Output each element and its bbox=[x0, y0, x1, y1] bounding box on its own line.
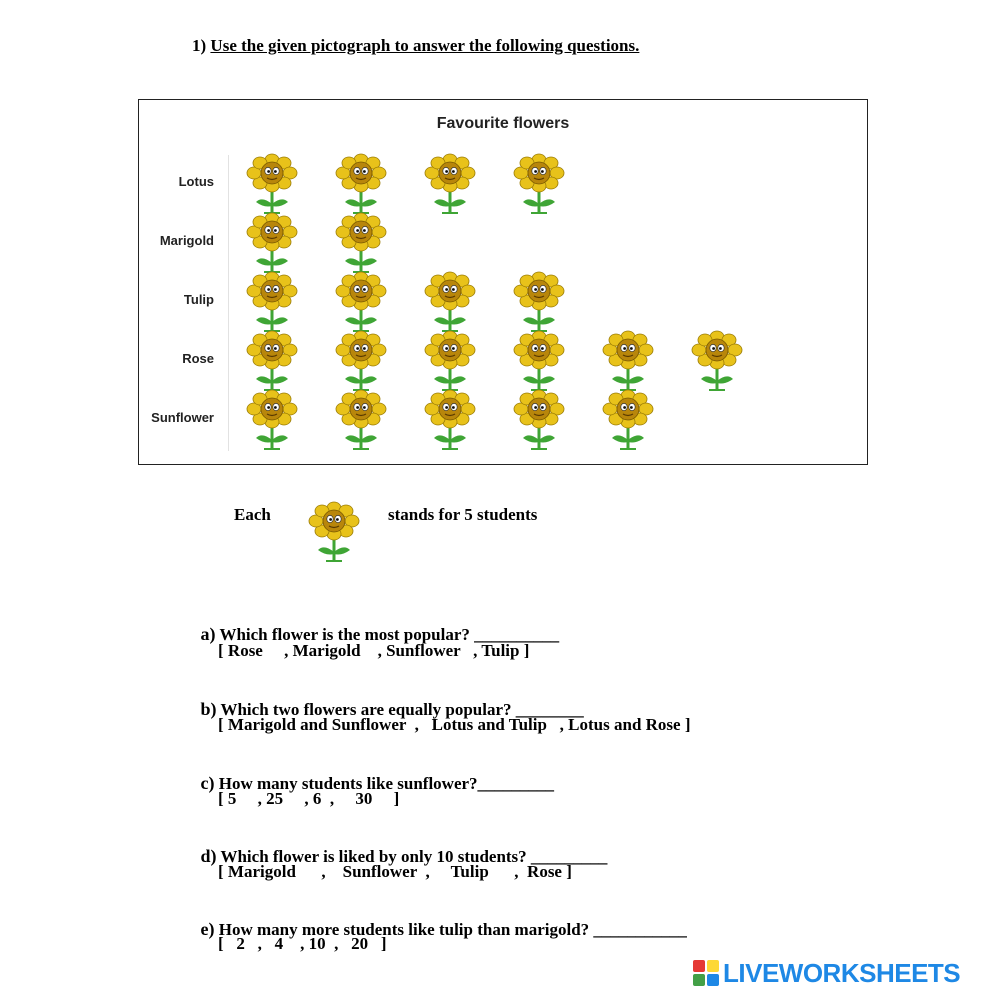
key-prefix: Each bbox=[234, 505, 271, 524]
question-a: a) Which flower is the most popular? __________ bbox=[200, 624, 560, 644]
question-number: 1) bbox=[192, 36, 207, 55]
sunflower-icon bbox=[244, 211, 300, 273]
liveworksheets-logo-icon bbox=[693, 960, 719, 986]
sunflower-icon bbox=[689, 329, 745, 391]
sunflower-icon bbox=[511, 388, 567, 450]
sunflower-icon bbox=[511, 270, 567, 332]
sunflower-icon bbox=[333, 211, 389, 273]
sunflower-icon bbox=[244, 388, 300, 450]
chart-axis-line bbox=[228, 155, 229, 451]
sunflower-icon bbox=[333, 270, 389, 332]
question-b: b) Which two flowers are equally popular? ________ bbox=[200, 699, 584, 719]
row-label-marigold: Marigold bbox=[159, 233, 214, 248]
pictograph bbox=[138, 99, 868, 465]
row-label-tulip: Tulip bbox=[183, 292, 214, 307]
question-c: c) How many students like sunflower?_________ bbox=[200, 773, 555, 793]
worksheet-heading bbox=[192, 36, 639, 56]
question-e: e) How many more students like tulip than marigold? ___________ bbox=[200, 919, 687, 939]
options-d: [ Marigold , Sunflower , Tulip , Rose ] bbox=[218, 862, 572, 881]
question-d: d) Which flower is liked by only 10 students? _________ bbox=[200, 846, 608, 866]
sunflower-icon bbox=[333, 329, 389, 391]
options-a: [ Rose , Marigold , Sunflower , Tulip ] bbox=[218, 641, 530, 660]
sunflower-icon bbox=[600, 388, 656, 450]
brand-name: LIVEWORKSHEETS bbox=[723, 957, 961, 988]
instruction-text: Use the given pictograph to answer the following questions. bbox=[210, 36, 640, 55]
sunflower-key-icon bbox=[306, 500, 362, 562]
liveworksheets-logo bbox=[693, 958, 960, 988]
sunflower-icon bbox=[244, 270, 300, 332]
sunflower-icon bbox=[422, 388, 478, 450]
chart-title: Favourite flowers bbox=[436, 115, 570, 132]
sunflower-icon bbox=[422, 270, 478, 332]
row-label-rose: Rose bbox=[182, 351, 214, 366]
sunflower-icon bbox=[422, 152, 478, 214]
options-e: [ 2 , 4 , 10 , 20 ] bbox=[218, 934, 387, 953]
sunflower-icon bbox=[422, 329, 478, 391]
sunflower-icon bbox=[333, 388, 389, 450]
row-label-lotus: Lotus bbox=[178, 174, 214, 189]
sunflower-icon bbox=[511, 152, 567, 214]
sunflower-icon bbox=[244, 152, 300, 214]
row-label-sunflower: Sunflower bbox=[151, 410, 214, 425]
sunflower-icon bbox=[600, 329, 656, 391]
sunflower-icon bbox=[511, 329, 567, 391]
options-b: [ Marigold and Sunflower , Lotus and Tulip , Lotus and Rose ] bbox=[218, 715, 691, 734]
sunflower-icon bbox=[333, 152, 389, 214]
sunflower-icon bbox=[244, 329, 300, 391]
options-c: [ 5 , 25 , 6 , 30 ] bbox=[218, 789, 400, 808]
key-suffix: stands for 5 students bbox=[388, 505, 538, 524]
